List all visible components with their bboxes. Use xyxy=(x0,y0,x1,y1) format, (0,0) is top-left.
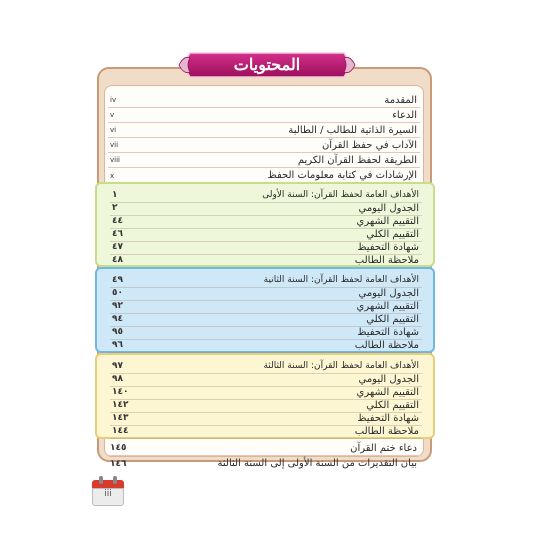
list-item xyxy=(110,338,422,353)
entry-label: شهادة التحفيظ xyxy=(357,326,419,338)
entry-label: التقييم الشهري xyxy=(356,300,419,312)
entry-label: التقييم الكلي xyxy=(366,228,419,240)
page-number: ١٤٦ xyxy=(110,458,127,469)
page-number: ٤٤ xyxy=(112,216,123,226)
page-number: viii xyxy=(110,156,120,164)
entry-label: الجدول اليومي xyxy=(358,202,419,214)
page-number: iv xyxy=(110,96,117,104)
list-item xyxy=(108,123,420,138)
page-number: ٩٢ xyxy=(112,301,123,311)
page-number: ١٤٢ xyxy=(112,400,129,410)
page-title: المحتويات xyxy=(233,55,301,74)
year-two-section xyxy=(95,267,435,353)
page-number: ٩٤ xyxy=(112,314,123,324)
page-number: ٩٧ xyxy=(112,361,123,371)
entry-label: الإرشادات في كتابة معلومات الحفظ xyxy=(267,170,417,181)
list-item xyxy=(108,441,420,456)
page-number: ١٤٤ xyxy=(112,426,129,436)
entry-label: الآداب في حفظ القرآن xyxy=(321,139,417,151)
entry-label: ملاحظة الطالب xyxy=(354,425,419,437)
entry-label: شهادة التحفيظ xyxy=(357,412,419,424)
entry-label: بيان التقديرات من السنة الأولى إلى السنة الثالثة xyxy=(217,458,417,469)
entry-label: ملاحظة الطالب xyxy=(354,254,419,266)
entry-label: الأهداف العامة لحفظ القرآن: السنة الثالثة xyxy=(263,361,419,371)
page-number: v xyxy=(110,111,115,119)
page-number: ٩٨ xyxy=(112,374,123,384)
entry-label: الجدول اليومي xyxy=(358,287,419,299)
page-number: ٩٦ xyxy=(112,340,123,350)
list-item xyxy=(110,253,422,268)
page-number: vi xyxy=(110,126,117,134)
page-number-footer: iii xyxy=(104,489,112,499)
entry-label: المقدمة xyxy=(384,94,417,106)
page-number: ٢ xyxy=(112,203,118,213)
entry-label: ملاحظة الطالب xyxy=(354,339,419,351)
list-item xyxy=(110,424,422,439)
page-number: ٩٥ xyxy=(112,327,123,337)
page-number: x xyxy=(110,171,115,180)
page-number: ١ xyxy=(112,190,118,200)
entry-label: التقييم الكلي xyxy=(366,313,419,325)
page-number: ١٤٣ xyxy=(112,413,129,423)
entry-label: الجدول اليومي xyxy=(358,373,419,385)
entry-label: التقييم الشهري xyxy=(356,215,419,227)
page-number: vii xyxy=(110,141,119,149)
entry-label: شهادة التحفيظ xyxy=(357,241,419,253)
page-number: ٤٨ xyxy=(112,255,123,265)
list-item xyxy=(108,168,420,183)
calendar-icon xyxy=(92,476,124,506)
entry-label: التقييم الشهري xyxy=(356,386,419,398)
page-number: ٤٩ xyxy=(112,275,123,285)
entry-label: الأهداف العامة لحفظ القرآن: السنة الثانية xyxy=(263,275,419,285)
list-item xyxy=(108,108,420,123)
list-item xyxy=(108,93,420,108)
year-three-section xyxy=(95,353,435,439)
entry-label: الدعاء xyxy=(392,109,417,121)
entry-label: دعاء ختم القرآن xyxy=(350,442,417,454)
entry-label: السيرة الذاتية للطالب / الطالبة xyxy=(288,124,417,136)
page-number: ٤٦ xyxy=(112,229,123,239)
list-item xyxy=(108,456,420,471)
page-number: ٤٧ xyxy=(112,242,123,252)
entry-label: الطريقة لحفظ القرآن الكريم xyxy=(297,154,417,166)
page-number: ١٤٠ xyxy=(112,387,129,397)
page-number: ٥٠ xyxy=(112,288,123,298)
year-one-section xyxy=(95,182,435,267)
entry-label: التقييم الكلي xyxy=(366,399,419,411)
page-number: ١٤٥ xyxy=(110,443,127,453)
list-item xyxy=(108,138,420,153)
entry-label: الأهداف العامة لحفظ القرآن: السنة الأولى xyxy=(262,190,419,200)
title-banner xyxy=(176,50,358,80)
list-item xyxy=(108,153,420,168)
